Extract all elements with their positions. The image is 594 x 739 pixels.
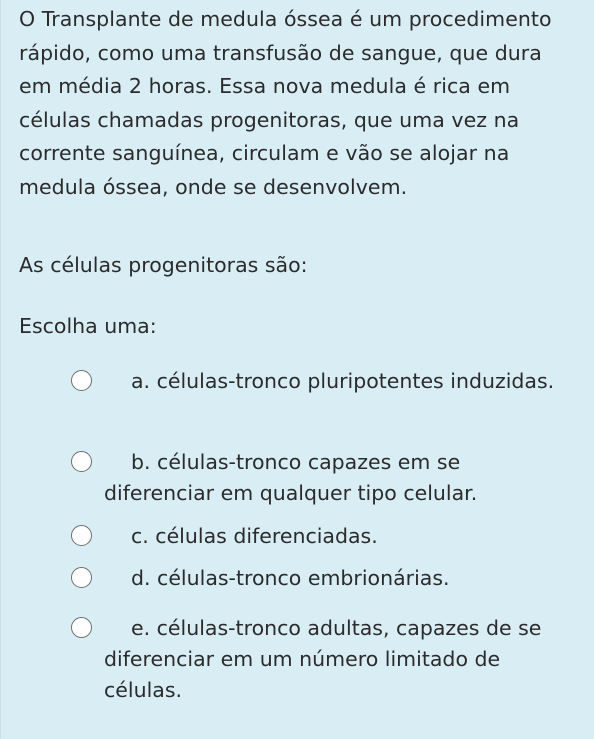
option-c-label: c. células diferenciadas. — [131, 524, 378, 548]
radio-button-c[interactable] — [71, 525, 92, 546]
radio-button-e[interactable] — [71, 617, 92, 638]
option-b-label: b. células-tronco capazes em se diferenciar em qualquer tipo celular. — [104, 450, 478, 505]
option-b[interactable] — [104, 447, 574, 509]
radio-button-a[interactable] — [71, 370, 92, 391]
choose-label: Escolha uma: — [19, 314, 157, 338]
option-e[interactable] — [104, 613, 574, 706]
option-c[interactable] — [104, 521, 574, 552]
option-d-label: d. células-tronco embrionárias. — [131, 566, 450, 590]
question-text: O Transplante de medula óssea é um procedimento rápido, como uma transfusão de sangue, que dura em média 2 horas. Essa nova medula é rica em células chamadas progenitoras, que uma vez na corrente sanguínea, circulam e vão se alojar na medula óssea, onde se desenvolvem. — [19, 7, 552, 199]
radio-button-b[interactable] — [71, 451, 92, 472]
option-a-label: a. células-tronco pluripotentes induzidas. — [131, 369, 555, 393]
radio-button-d[interactable] — [71, 567, 92, 588]
option-a[interactable] — [104, 366, 574, 397]
question-prompt: As células progenitoras são: — [19, 253, 308, 277]
option-d[interactable] — [104, 563, 574, 594]
option-e-label: e. células-tronco adultas, capazes de se diferenciar em um número limitado de células. — [104, 616, 542, 702]
